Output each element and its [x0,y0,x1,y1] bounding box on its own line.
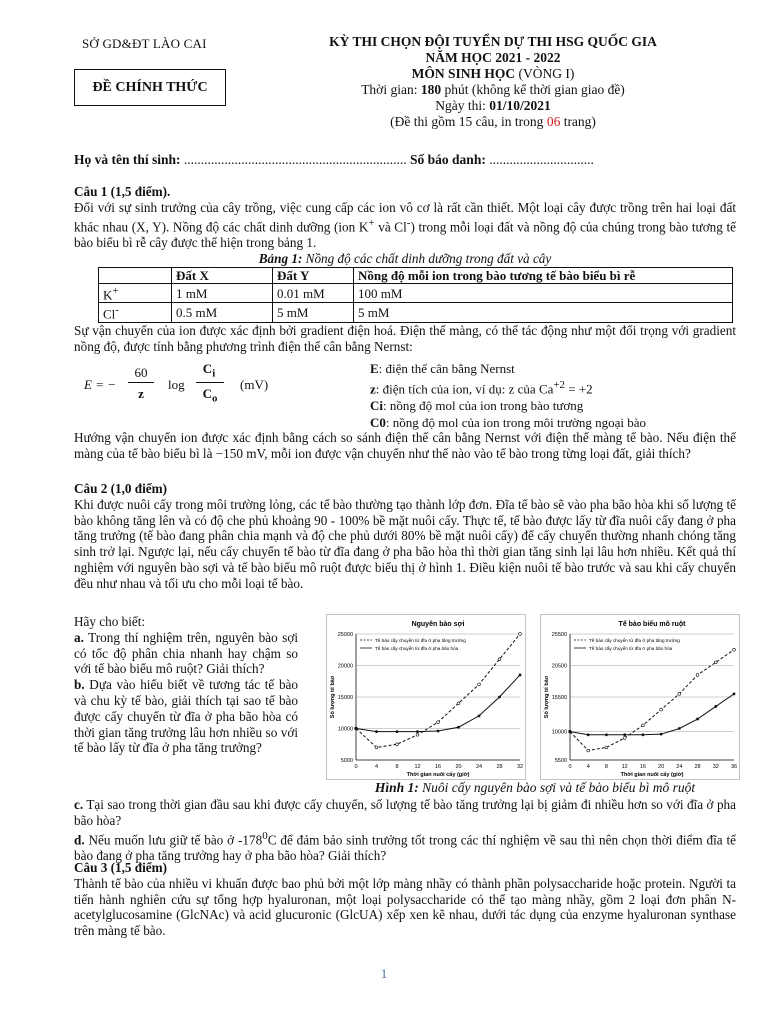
data-point [641,724,644,727]
chart-title: Nguyên bào sợi [411,621,465,628]
candidate-line [74,152,594,168]
ci-symbol: C [202,361,213,376]
table-cell: 5 mM [273,303,354,322]
data-point [714,705,717,708]
q2-part-c [74,797,736,829]
ion-charge: - [115,304,119,317]
table-row [99,303,733,322]
q2-part-a [74,630,298,677]
data-point [437,721,440,724]
x-tick-label: 20 [455,764,462,770]
q1-intro-part2: và Cl [374,218,407,234]
y-axis-label: Số lượng tế bào [330,675,336,719]
ion-symbol: K [103,287,113,303]
data-point [678,692,681,695]
table-1-caption-text: Nồng độ các chất dinh dưỡng trong đất và cây [302,250,552,266]
q3-title: Câu 3 (1,5 điểm) [74,860,168,875]
q1-title: Câu 1 (1,5 điểm). [74,184,171,199]
chart-title: Tế bào biểu mô ruột [618,621,686,628]
x-tick-label: 28 [694,764,701,770]
y-tick-label: 25000 [337,632,353,638]
x-tick-label: 8 [604,764,608,770]
figure-1-caption [330,780,740,796]
subject-round: (VÒNG I) [515,66,575,81]
x-tick-label: 36 [730,764,738,770]
y-tick-label: 25500 [551,632,567,638]
data-point [396,730,399,733]
table-1 [98,267,733,323]
definition-item [370,377,646,397]
data-point [437,730,440,733]
x-tick-label: 4 [586,764,590,770]
question-3 [74,860,736,939]
fraction-bar [128,382,154,383]
data-point [375,746,378,749]
x-tick-label: 4 [374,764,379,770]
data-point [587,749,590,752]
q2-c-text: Tại sao trong thời gian đầu sau khi được cấy chuyển, số lượng tế bào tăng trưởng lại bị giảm đi nhiều hơn so với đĩa ở pha bão hòa? [74,797,736,828]
data-point [457,702,460,705]
q2-part-d [74,829,736,864]
data-point [605,733,608,736]
definition-item [370,414,646,431]
x-tick-label: 8 [395,764,399,770]
data-point [623,737,626,740]
time-value: 180 [420,82,442,97]
date-value: 01/10/2021 [489,98,551,113]
candidate-name-field: .................................................................. [183,152,407,167]
time-line [262,82,724,98]
pages-prefix: (Đề thi gồm 15 câu, in trong [390,114,547,129]
formula-ci [196,361,222,380]
def-text: : nồng độ mol của ion trong bào tương [383,398,584,414]
data-point [519,633,522,636]
table-header-row [99,268,733,284]
q2-c-label: c. [74,797,84,812]
def-text: : nồng độ mol của ion trong môi trường ngoại bào [385,415,647,431]
data-point [416,733,419,736]
q2-d-label: d. [74,831,85,847]
data-point [733,648,736,651]
q2-a-text: Trong thí nghiệm trên, nguyên bào sợi có tốc độ phân chia nhanh hay chậm so với tế bào biểu mô ruột? Giải thích? [74,629,298,677]
def-symbol: E [370,361,379,376]
q2-intro: Khi được nuôi cấy trong môi trường lỏng, các tế bào thường tạo thành lớp đơn. Đĩa tế bào sẽ vào pha bão hòa khi số lượng tế bào không tăng lên và có độ che phủ khoảng 90 - 100% bề mặt nuôi cấy. Thực tế, tế bào được lấy từ đĩa nuôi cấy đang ở pha tăng trưởng (tế bào đang phân chia mạnh và độ che phủ dưới 80% bề mặt nuôi cấy) để cấy chuyển thường nhanh chóng tăng sinh trở lại. Ngược lại, nếu cấy chuyển tế bào từ đĩa đang ở pha bão hòa thì thời gian tăng sinh lại lâu hơn nhiều. Kết quả thí nghiệm với nguyên bào sợi và tế bào biểu mô ruột được biểu thị ở hình 1. Điều kiện nuôi tế bào trước và sau khi cấy chuyển đều như nhau và tối ưu cho mỗi loại tế bào. [74,496,736,591]
data-point [569,730,572,733]
x-tick-label: 0 [354,764,358,770]
ci-subscript: i [212,367,216,380]
def-symbol: C0 [370,415,386,431]
legend-label: Tế bào cấy chuyển từ đĩa ở pha tăng trưởng [589,638,680,643]
date-line [262,98,724,114]
data-point [457,726,460,729]
fraction-bar [196,382,224,383]
table-cell: 100 mM [354,284,733,303]
page-number: 1 [380,966,388,981]
figure-caption-label: Hình 1: [374,780,419,795]
question-2 [74,481,736,592]
q2-b-text: Dựa vào hiểu biết về tương tác tế bào và chu kỳ tế bào, giải thích tại sao tế bào được cấy chuyển từ đĩa ở pha bão hòa có thời gian tăng trưởng lâu hơn nhiều so với tế bào lấy từ đĩa ở pha tăng trưởng? [74,677,298,756]
ion-symbol: Cl [103,306,116,322]
x-tick-label: 24 [676,764,683,770]
x-tick-label: 28 [496,764,503,770]
x-tick-label: 16 [639,764,646,770]
def-text: : điện tích của ion, ví dụ: z của Ca [375,381,554,397]
table-cell: 0.01 mM [273,284,354,303]
table-cell: 0.5 mM [172,303,273,322]
chart-fibroblast [327,615,526,780]
table-cell: 1 mM [172,284,273,303]
data-point [416,730,419,733]
x-tick-label: 12 [414,764,421,770]
data-point [696,674,699,677]
y-tick-label: 20000 [337,663,353,670]
q1-intro-sup1: + [368,216,375,229]
table-1-caption-label: Bảng 1: [258,250,303,266]
def-text: : điện thế cân bằng Nernst [378,361,515,376]
question-1 [74,184,736,266]
table-cell: 5 mM [354,303,733,322]
data-point [498,696,501,699]
subject-line [262,66,724,82]
co-subscript: o [211,392,218,405]
legend-label: Tế bào cấy chuyển từ đĩa ở pha bão hòa [589,646,673,651]
table-header-cell: Đất Y [273,268,354,284]
candidate-number-label: Số báo danh: [410,152,490,167]
q1-intro-part1: Đối với sự sinh trưởng của cây trồng, việc cung cấp các ion vô cơ là rất cần thiết. Một loại cây được trồng trên hai loại đất khác nhau (X, Y). Nồng độ các chất dinh dưỡng (ion K [74,199,736,234]
x-tick-label: 24 [475,764,483,770]
table-cell-ion [99,284,172,303]
data-point [696,718,699,721]
q3-text: Thành tế bào của nhiều vi khuẩn được bao phủ bởi một lớp màng nhầy có thành phần polysaccharide hoặc protein. Người ta tiến hành nghiên cứu sự tổng hợp hyaluronan, một loại polysaccharide có thể tạo màng nhầy, gồm 2 loại đơn phân N-acetylglucosamine (GlcNAc) và acid glucuronic (GlcUA) xếp xen kẽ nhau, dưới tác dụng của enzyme hyaluronan synthase trên màng tế bào. [74,875,736,939]
data-point [660,733,663,736]
y-tick-label: 15500 [551,695,567,701]
x-axis-label: Thời gian nuôi cấy (giờ) [620,772,684,778]
definition-item [370,360,646,377]
q2-ask: Hãy cho biết: [74,614,146,629]
y-tick-label: 10000 [337,726,353,733]
formula-numerator: 60 [134,365,148,380]
x-tick-label: 16 [434,764,442,770]
data-point [641,733,644,736]
x-tick-label: 0 [568,764,572,770]
q1-question: Hướng vận chuyển ion được xác định bằng cách so sánh điện thế cân bằng Nernst với điện thế màng tế bào. Nếu điện thế màng của tế bào biểu bì là −150 mV, mỗi ion được vận chuyển như thế nào vào tế bào trong từng loại đất, giải thích? [74,430,736,461]
figure-caption-text: Nuôi cấy nguyên bào sợi và tế bào biểu bì mô ruột [418,780,696,795]
q2-subquestions-bottom [74,797,736,864]
pages-value: 06 [546,114,561,129]
school-year: NĂM HỌC 2021 - 2022 [425,50,561,65]
definition-item [370,397,646,414]
figure-1 [326,614,740,780]
data-point [587,733,590,736]
data-point [478,715,481,718]
department-name: SỞ GD&ĐT LÀO CAI [82,36,207,51]
y-tick-label: 15000 [337,695,353,701]
q2-b-label: b. [74,677,85,693]
co-symbol: C [202,386,212,401]
time-suffix: phút (không kể thời gian giao đề) [441,82,625,97]
q2-a-label: a. [74,629,84,645]
data-point [605,746,608,749]
formula-lhs: E = − [84,377,116,392]
nernst-intro: Sự vận chuyển của ion được xác định bởi gradient điện hoá. Điện thế màng, có thể tác động như một đối trọng với gradient nồng độ, được tính bằng phương trình điện thế cân bằng Nernst: [74,323,736,354]
legend-label: Tế bào cấy chuyển từ đĩa ở pha bão hòa [375,646,459,651]
subject-name: MÔN SINH HỌC [411,66,516,81]
table-row [99,284,733,303]
y-tick-label: 10000 [551,729,567,736]
candidate-number-field: ............................... [489,152,594,167]
y-tick-label: 5000 [340,758,353,764]
q2-subquestions-left [74,614,298,756]
formula-denominator: z [138,386,144,401]
def-tail: = +2 [564,381,593,397]
candidate-name-label: Họ và tên thí sinh: [74,152,184,167]
x-axis-label: Thời gian nuôi cấy (giờ) [406,772,470,778]
def-sup: +2 [553,379,565,391]
formula-unit: (mV) [240,377,269,392]
table-header-cell: Đất X [172,268,273,284]
nernst-formula [84,363,364,411]
exam-title: KỲ THI CHỌN ĐỘI TUYỂN DỰ THI HSG QUỐC GIA [329,34,657,49]
def-symbol: Ci [370,398,383,414]
ion-charge: + [112,285,119,297]
exam-header [262,34,724,130]
q2-part-b [74,677,298,756]
y-tick-label: 5500 [554,758,567,764]
x-tick-label: 12 [621,764,628,770]
pages-line [262,114,724,130]
data-point [478,683,481,686]
data-point [355,727,358,730]
date-prefix: Ngày thi: [435,98,490,113]
y-axis-label: Số lượng tế bào [544,675,550,719]
data-point [498,658,501,661]
official-label: ĐỀ CHÍNH THỨC [74,69,226,106]
table-1-caption [74,251,736,267]
q2-d-sup: 0 [262,829,268,842]
q2-d-text2: C để đảm bảo sinh trưởng tốt trong các thí nghiệm về sau thì nên chọn thời điểm đĩa tế bào đang ở pha tăng trưởng hay ở pha bão hòa? Giải thích? [74,831,736,863]
q2-title: Câu 2 (1,0 điểm) [74,481,168,496]
table-cell-ion [99,303,172,322]
formula-definitions [370,360,646,431]
x-tick-label: 32 [516,764,524,770]
table-header-cell [99,268,172,284]
q1-intro [74,200,736,251]
data-point [519,674,522,677]
x-tick-label: 20 [658,764,665,770]
table-header-cell: Nồng độ mỗi ion trong bào tương tế bào biểu bì rễ [354,268,733,284]
q2-d-text1: Nếu muốn lưu giữ tế bào ở -178 [84,831,263,847]
data-point [396,743,399,746]
legend-label: Tế bào cấy chuyển từ đĩa ở pha tăng trưởng [375,638,466,643]
chart-intestinal [541,615,740,780]
q1-intro-sup2: - [406,216,411,229]
formula-log: log [168,377,185,392]
time-prefix: Thời gian: [361,82,421,97]
data-point [375,730,378,733]
x-tick-label: 32 [712,764,719,770]
data-point [678,727,681,730]
q1-intro-part3: ) trong mỗi loại đất và nồng độ của chúng trong bào tương tế bào biểu bì rễ cây được thể hiện trong bảng 1. [74,218,736,250]
y-tick-label: 20500 [551,663,567,670]
data-point [660,708,663,711]
data-point [733,692,736,695]
data-point [714,661,717,664]
data-point [623,733,626,736]
formula-co [196,386,224,405]
pages-suffix: trang) [560,114,596,129]
def-symbol: z [370,381,376,397]
